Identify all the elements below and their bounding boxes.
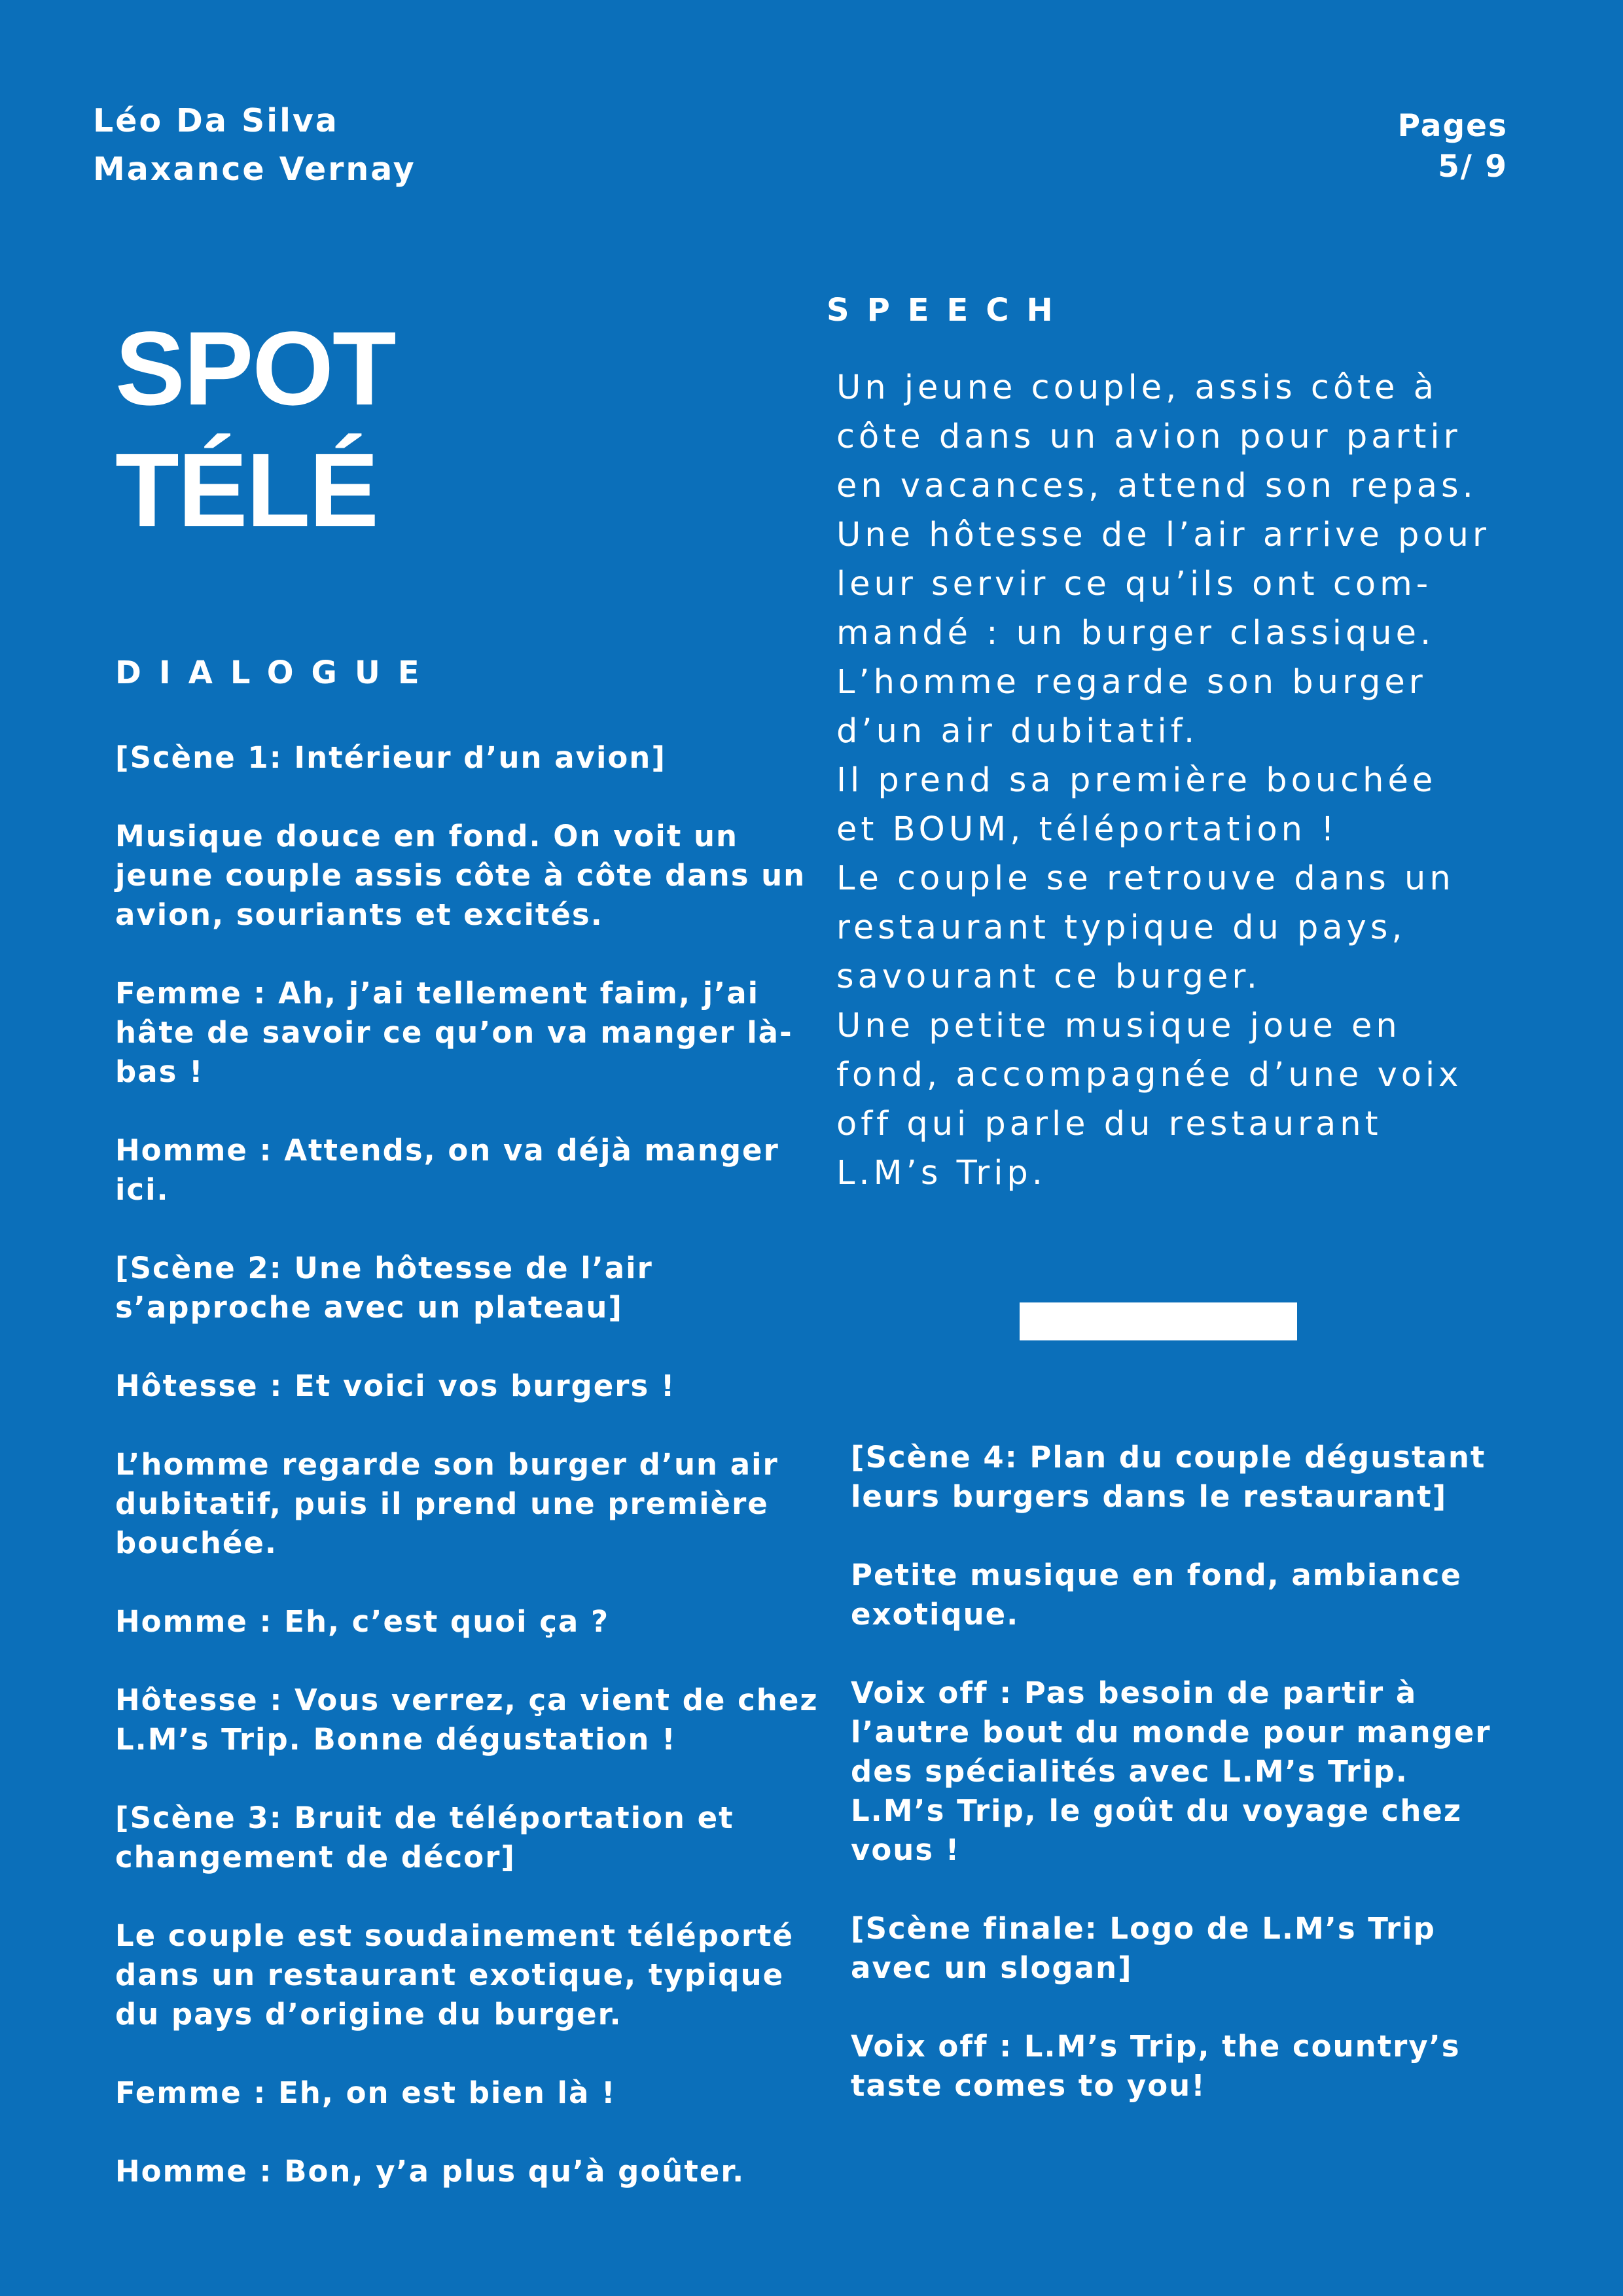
speech-line: savourant ce burger. [836, 958, 1261, 996]
speech-text [836, 363, 1530, 1198]
speech-line: en vacances, attend son repas. [836, 467, 1477, 505]
dialogue-paragraph: Homme : Bon, y’a plus qu’à goûter. [115, 2154, 745, 2189]
dialogue-paragraph: [Scène 4: Plan du couple dégustant leurs burgers dans le restaurant] [851, 1440, 1486, 1514]
dialogue-paragraph: [Scène 2: Une hôtesse de l’air s’approche avec un plateau] [115, 1251, 653, 1325]
dialogue-paragraph: Hôtesse : Et voici vos burgers ! [115, 1369, 676, 1403]
dialogue-paragraph: Homme : Attends, on va déjà manger ici. [115, 1133, 779, 1207]
dialogue-paragraph: [Scène finale: Logo de L.M’s Trip avec un slogan] [851, 1911, 1436, 1985]
dialogue-paragraph: [Scène 3: Bruit de téléportation et changement de décor] [115, 1801, 734, 1874]
dialogue-paragraph: Hôtesse : Vous verrez, ça vient de chez L.M’s Trip. Bonne dégustation ! [115, 1683, 819, 1757]
dialogue-paragraph: L’homme regarde son burger d’un air dubitatif, puis il prend une première bouchée. [115, 1447, 779, 1560]
title-line: TÉLÉ [115, 431, 378, 548]
dialogue-paragraph: Homme : Eh, c’est quoi ça ? [115, 1604, 610, 1639]
continuation-text [851, 1438, 1512, 2145]
speech-line: L’homme regarde son burger [836, 663, 1427, 702]
page-title [115, 308, 395, 551]
speech-line: L.M’s Trip. [836, 1154, 1046, 1193]
speech-line: restaurant typique du pays, [836, 908, 1406, 947]
speech-line: off qui parle du restaurant [836, 1105, 1382, 1143]
pages-value: 5/ 9 [1438, 149, 1508, 185]
speech-line: Il prend sa première bouchée [836, 761, 1437, 800]
speech-line: Le couple se retrouve dans un [836, 859, 1455, 898]
dialogue-paragraph: [Scène 1: Intérieur d’un avion] [115, 740, 666, 775]
speech-line: côte dans un avion pour partir [836, 418, 1461, 456]
speech-line: Un jeune couple, assis côte à [836, 368, 1438, 407]
speech-line: d’un air dubitatif. [836, 712, 1199, 751]
dialogue-paragraph: Femme : Eh, on est bien là ! [115, 2075, 616, 2110]
speech-line: Une petite musique joue en [836, 1007, 1401, 1045]
speech-line: Une hôtesse de l’air arrive pour [836, 516, 1490, 554]
page-indicator [1398, 106, 1508, 187]
speech-heading: SPEECH [827, 292, 1071, 329]
speech-line: et BOUM, téléportation ! [836, 810, 1338, 849]
author-name: Maxance Vernay [93, 151, 416, 188]
pages-label: Pages [1397, 108, 1508, 144]
speech-line: leur servir ce qu’ils ont com- [836, 565, 1433, 603]
dialogue-paragraph: Femme : Ah, j’ai tellement faim, j’ai hâte de savoir ce qu’on va manger là-bas ! [115, 976, 793, 1089]
dialogue-text [115, 738, 822, 2231]
dialogue-paragraph: Voix off : L.M’s Trip, the country’s taste comes to you! [851, 2029, 1461, 2103]
speech-line: fond, accompagnée d’une voix [836, 1056, 1463, 1094]
author-name: Léo Da Silva [93, 102, 339, 139]
speech-line: mandé : un burger classique. [836, 614, 1435, 653]
divider-bar [1020, 1302, 1297, 1340]
authors [93, 97, 416, 194]
dialogue-heading: DIALOGUE [115, 655, 437, 691]
dialogue-paragraph: Musique douce en fond. On voit un jeune couple assis côte à côte dans un avion, souriants et excités. [115, 819, 806, 932]
dialogue-paragraph: Le couple est soudainement téléporté dans un restaurant exotique, typique du pays d’origine du burger. [115, 1918, 794, 2032]
dialogue-paragraph: Petite musique en fond, ambiance exotique. [851, 1558, 1462, 1632]
title-line: SPOT [115, 310, 395, 427]
dialogue-paragraph: Voix off : Pas besoin de partir à l’autre bout du monde pour manger des spécialités avec L.M’s Trip. L.M’s Trip, le goût du voyage chez vous ! [851, 1676, 1491, 1867]
